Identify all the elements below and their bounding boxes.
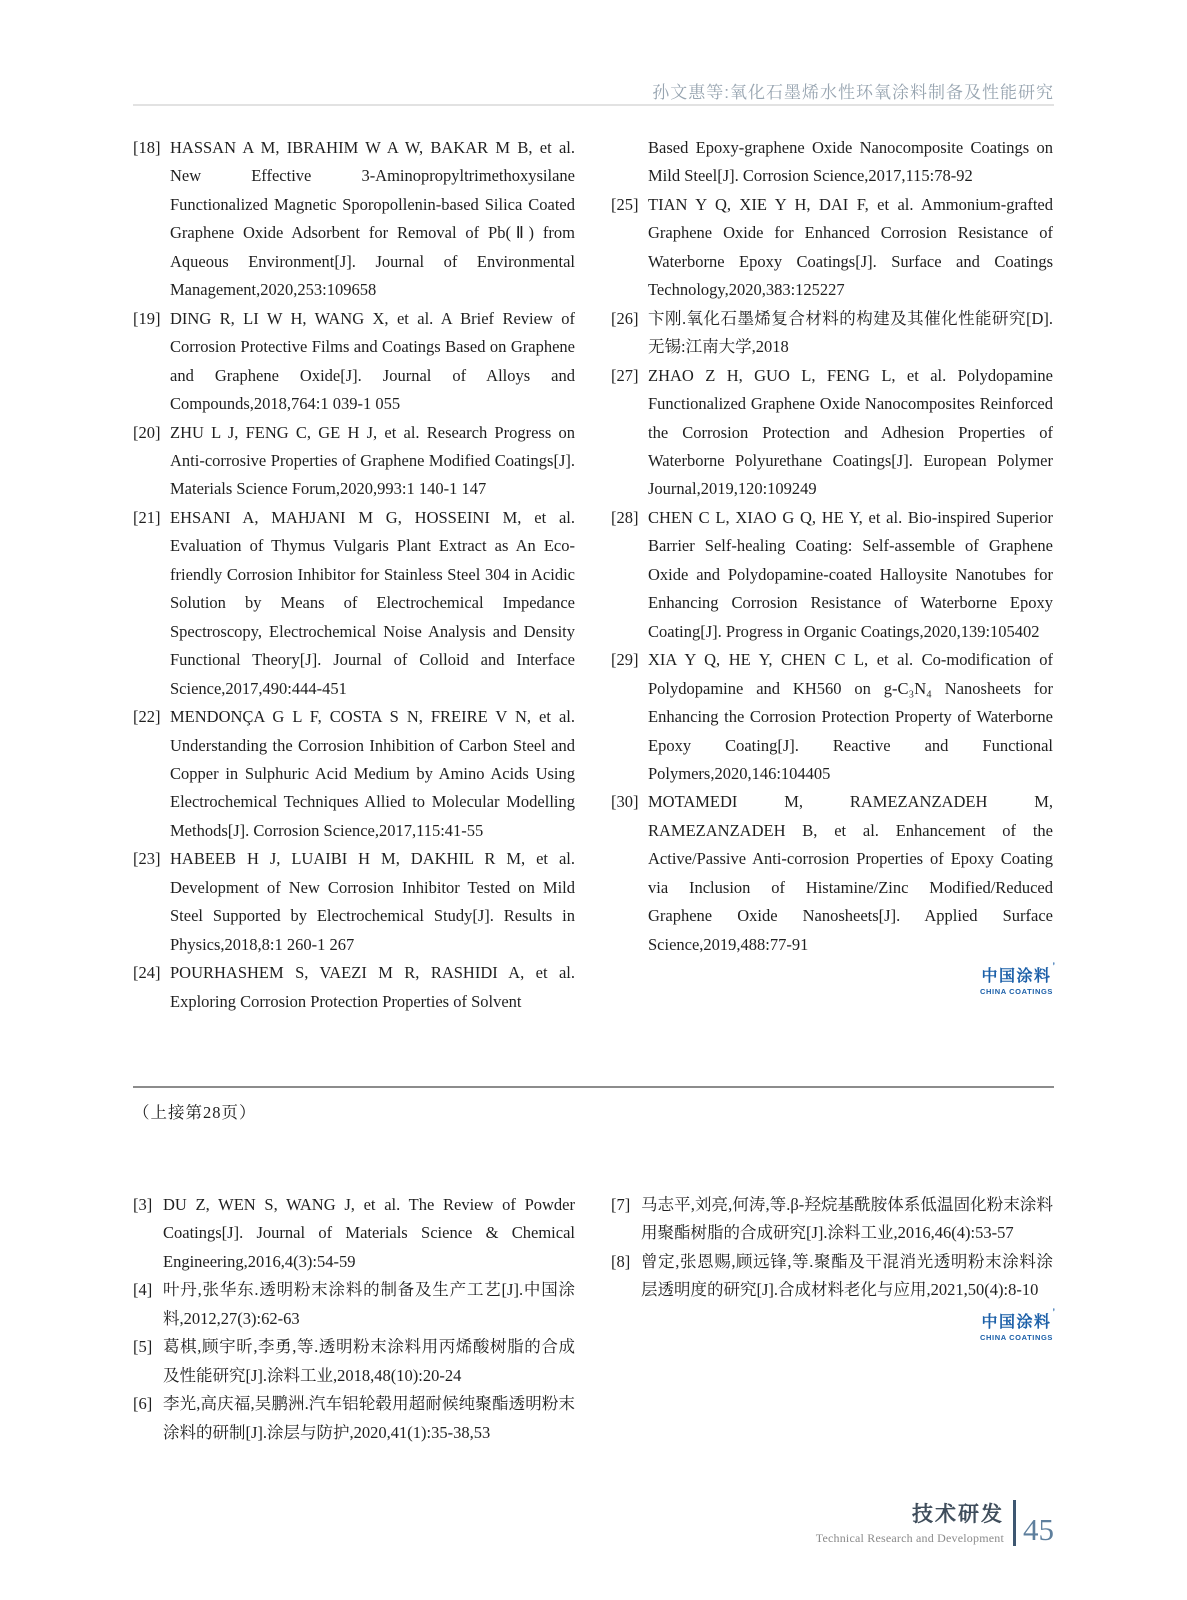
logo-chinese-text: 中国涂料 ’ bbox=[980, 963, 1053, 986]
reference-number: [24] bbox=[133, 963, 161, 983]
reference-number: [28] bbox=[611, 507, 639, 527]
reference-text: 葛棋,顾宇昕,李勇,等.透明粉末涂料用丙烯酸树脂的合成及性能研究[J].涂料工业,2018,48(10):20-24 bbox=[163, 1337, 575, 1385]
page-number: 45 bbox=[1023, 1512, 1054, 1547]
reference-text: TIAN Y Q, XIE Y H, DAI F, et al. Ammonium-grafted Graphene Oxide for Enhanced Corrosion Resistance of Waterborne Epoxy Coatings[J]. Surface and Coatings Technology,2020,383:125227 bbox=[648, 194, 1053, 300]
reference-item bbox=[611, 1191, 1053, 1248]
reference-item bbox=[133, 504, 575, 703]
reference-number bbox=[611, 134, 648, 191]
reference-text: ZHU L J, FENG C, GE H J, et al. Research Progress on Anti-corrosive Properties of Graphene Modified Coatings[J]. Materials Science Forum,2020,993:1 140-1 147 bbox=[170, 422, 575, 499]
logo-row bbox=[611, 1309, 1053, 1342]
reference-number: [21] bbox=[133, 507, 161, 527]
logo-english-text: CHINA COATINGS bbox=[980, 1332, 1053, 1342]
reference-item bbox=[611, 1248, 1053, 1305]
reference-number: [22] bbox=[133, 707, 161, 727]
reference-number: [5] bbox=[133, 1337, 153, 1357]
reference-number: [4] bbox=[133, 1280, 153, 1300]
reference-number: [18] bbox=[133, 138, 161, 157]
reference-text: DING R, LI W H, WANG X, et al. A Brief Review of Corrosion Protective Films and Coatings Based on Graphene and Graphene Oxide[J]. Journal of Alloys and Compounds,2018,764:1 039-1 055 bbox=[170, 308, 575, 414]
reference-text: POURHASHEM S, VAEZI M R, RASHIDI A, et al. Exploring Corrosion Protection Properties of Solvent bbox=[170, 963, 575, 1011]
reference-text: EHSANI A, MAHJANI M G, HOSSEINI M, et al. Evaluation of Thymus Vulgaris Plant Extract as An Eco-friendly Corrosion Inhibitor for Stainless Steel 304 in Acidic Solution by Means of Electrochemical Impedance Spectroscopy, Electrochemical Noise Analysis and Density Functional Theory[J]. Journal of Colloid and Interface Science,2017,490:444-451 bbox=[170, 507, 575, 698]
footer-section-title-en: Technical Research and Development bbox=[815, 1531, 1004, 1545]
references-section-top bbox=[133, 134, 1054, 1016]
reference-text: MENDONÇA G L F, COSTA S N, FREIRE V N, et al. Understanding the Corrosion Inhibition of Carbon Steel and Copper in Sulphuric Acid Medium by Amino Acids Using Electrochemical Techniques Allied to Molecular Modelling Methods[J]. Corrosion Science,2017,115:41-55 bbox=[170, 707, 575, 840]
footer bbox=[816, 1498, 1054, 1546]
reference-text: 马志平,刘亮,何涛,等.β-羟烷基酰胺体系低温固化粉末涂料用聚酯树脂的合成研究[J].涂料工业,2016,46(4):53-57 bbox=[641, 1195, 1053, 1243]
reference-item bbox=[133, 1333, 575, 1390]
reference-number: [3] bbox=[133, 1195, 153, 1214]
logo-row bbox=[611, 963, 1053, 996]
logo-english-text: CHINA COATINGS bbox=[980, 987, 1053, 997]
reference-item bbox=[133, 305, 575, 419]
china-coatings-logo bbox=[980, 1309, 1053, 1342]
reference-text: Based Epoxy-graphene Oxide Nanocomposite Coatings on Mild Steel[J]. Corrosion Science,2017,115:78-92 bbox=[648, 138, 1053, 186]
reference-item bbox=[611, 646, 1053, 788]
reference-item bbox=[133, 1191, 575, 1276]
reference-text: HABEEB H J, LUAIBI H M, DAKHIL R M, et al. Development of New Corrosion Inhibitor Tested on Mild Steel Supported by Electrochemical Study[J]. Results in Physics,2018,8:1 260-1 267 bbox=[170, 849, 575, 954]
reference-number: [23] bbox=[133, 849, 161, 869]
references-column-left bbox=[133, 1191, 575, 1447]
reference-number: [30] bbox=[611, 792, 639, 812]
reference-number: [8] bbox=[611, 1251, 631, 1271]
reference-item bbox=[133, 703, 575, 845]
china-coatings-logo bbox=[980, 963, 1053, 996]
reference-text: 叶丹,张华东.透明粉末涂料的制备及生产工艺[J].中国涂料,2012,27(3):62-63 bbox=[163, 1280, 575, 1328]
reference-text: MOTAMEDI M, RAMEZANZADEH M, RAMEZANZADEH B, et al. Enhancement of the Active/Passive Anti-corrosion Properties of Epoxy Coating via Inclusion of Histamine/Zinc Modified/Reduced Graphene Oxide Nanosheets[J]. Applied Surface Science,2019,488:77-91 bbox=[648, 792, 1053, 954]
reference-item bbox=[611, 191, 1053, 305]
reference-text: CHEN C L, XIAO G Q, HE Y, et al. Bio-inspired Superior Barrier Self-healing Coating: Self-assemble of Graphene Oxide and Polydopamine-coated Halloysite Nanotubes for Enhancing Corrosion Resistance of Waterborne Epoxy Coating[J]. Progress in Organic Coatings,2020,139:105402 bbox=[648, 507, 1053, 641]
reference-item bbox=[133, 1276, 575, 1333]
reference-item bbox=[133, 845, 575, 959]
reference-text: DU Z, WEN S, WANG J, et al. The Review of Powder Coatings[J]. Journal of Materials Science & Chemical Engineering,2016,4(3):54-59 bbox=[163, 1195, 575, 1271]
section-divider bbox=[133, 1086, 1054, 1088]
reference-number: [26] bbox=[611, 308, 639, 328]
reference-text: 李光,高庆福,吴鹏洲.汽车铝轮毂用超耐候纯聚酯透明粉末涂料的研制[J].涂层与防护,2020,41(1):35-38,53 bbox=[163, 1394, 575, 1442]
references-column-right bbox=[611, 134, 1053, 1016]
running-header-title: 孙文惠等:氧化石墨烯水性环氧涂料制备及性能研究 bbox=[652, 83, 1054, 102]
reference-item bbox=[611, 362, 1053, 504]
reference-text: XIA Y Q, HE Y, CHEN C L, et al. Co-modification of Polydopamine and KH560 on g-C₃N₄ Nanosheets for Enhancing the Corrosion Protection Property of Waterborne Epoxy Coating[J]. Reactive and Functional Polymers,2020,146:104405 bbox=[648, 650, 1053, 783]
header-divider bbox=[133, 104, 1054, 106]
footer-section-title-cn: 技术研发 bbox=[912, 1503, 1004, 1526]
references-column-right bbox=[611, 1191, 1053, 1447]
reference-text: ZHAO Z H, GUO L, FENG L, et al. Polydopamine Functionalized Graphene Oxide Nanocomposites Reinforced the Corrosion Protection and Adhesion Properties of Waterborne Polyurethane Coatings[J]. European Polymer Journal,2019,120:109249 bbox=[648, 365, 1053, 499]
reference-number: [25] bbox=[611, 194, 639, 214]
reference-number: [19] bbox=[133, 308, 161, 328]
reference-item bbox=[133, 134, 575, 305]
footer-titles bbox=[816, 1498, 1004, 1546]
reference-item bbox=[133, 1390, 575, 1447]
footer-divider-bar bbox=[1013, 1500, 1016, 1546]
reference-item bbox=[133, 959, 575, 1016]
reference-number: [20] bbox=[133, 422, 161, 442]
reference-number: [7] bbox=[611, 1195, 631, 1214]
reference-text: 卞刚.氧化石墨烯复合材料的构建及其催化性能研究[D].无锡:江南大学,2018 bbox=[648, 308, 1053, 357]
reference-item-continuation bbox=[611, 134, 1053, 191]
reference-number: [29] bbox=[611, 650, 639, 670]
references-column-left bbox=[133, 134, 575, 1016]
references-section-bottom bbox=[133, 1191, 1054, 1447]
reference-item bbox=[611, 788, 1053, 959]
reference-number: [6] bbox=[133, 1394, 153, 1414]
reference-item bbox=[133, 419, 575, 504]
reference-text: 曾定,张恩赐,顾远锋,等.聚酯及干混消光透明粉末涂料涂层透明度的研究[J].合成材料老化与应用,2021,50(4):8-10 bbox=[641, 1251, 1053, 1300]
reference-number: [27] bbox=[611, 365, 639, 385]
continuation-note: （上接第28页） bbox=[133, 1103, 257, 1122]
reference-item bbox=[611, 504, 1053, 646]
reference-item bbox=[611, 305, 1053, 362]
reference-text: HASSAN A M, IBRAHIM W A W, BAKAR M B, et al. New Effective 3-Aminopropyltrimethoxysilane Functionalized Magnetic Sporopollenin-based Silica Coated Graphene Oxide Adsorbent for Removal of Pb(Ⅱ) from Aqueous Environment[J]. Journal of Environmental Management,2020,253:109658 bbox=[170, 138, 575, 300]
logo-chinese-text: 中国涂料 ’ bbox=[980, 1309, 1053, 1332]
